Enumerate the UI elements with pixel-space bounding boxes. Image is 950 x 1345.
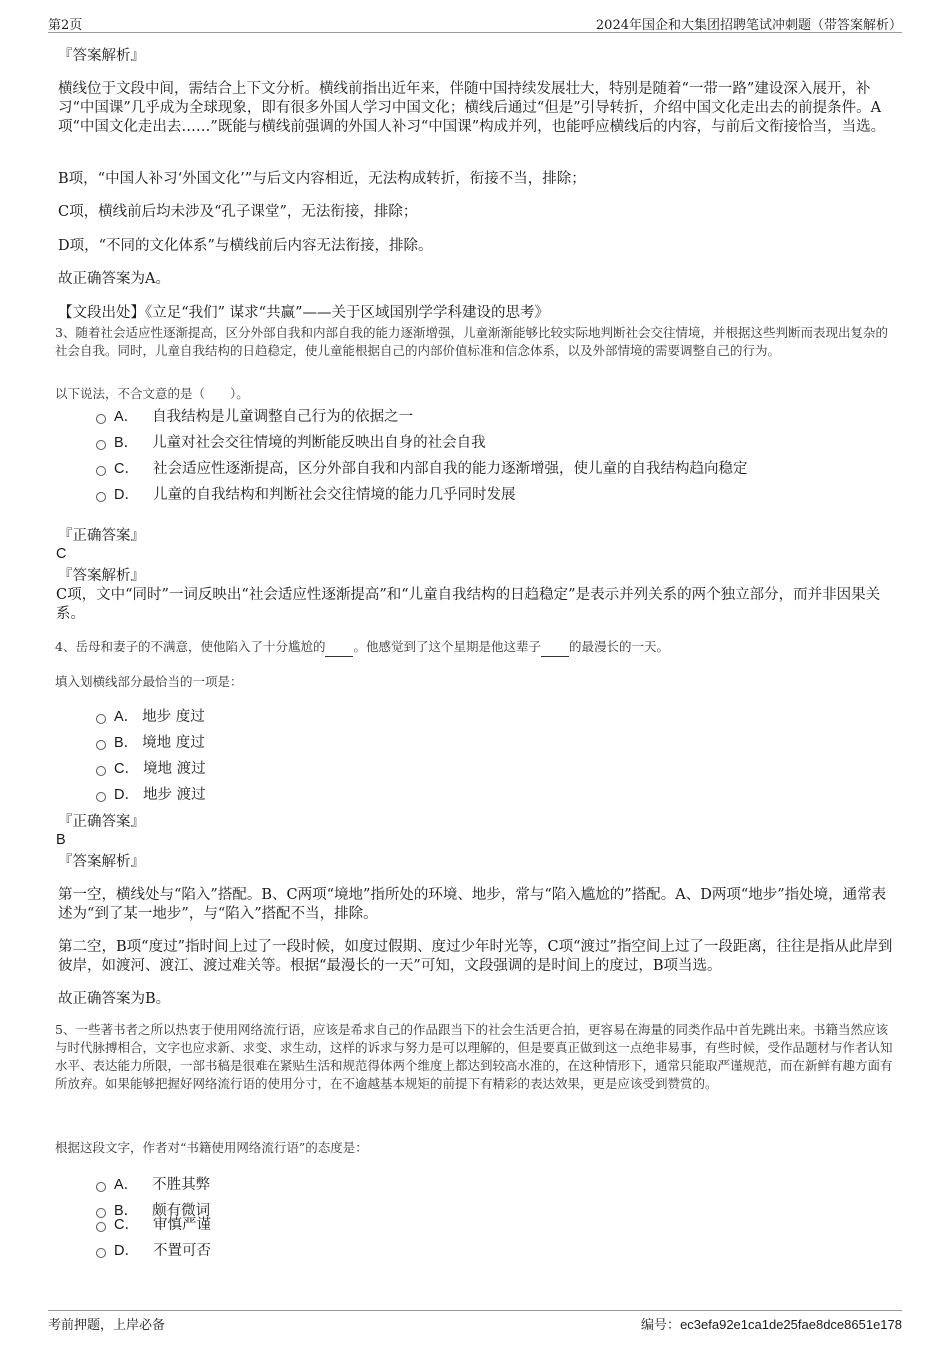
option-text: 地步 度过	[142, 709, 205, 725]
radio-button[interactable]	[96, 414, 106, 424]
option-text: 儿童对社会交往情境的判断能反映出自身的社会自我	[152, 435, 486, 451]
q2-analysis-paragraph-4: D项，“不同的文化体系”与横线前后内容无法衔接，排除。	[58, 238, 433, 254]
option-letter: B．	[114, 735, 139, 751]
footer-slogan: 考前押题，上岸必备	[48, 1318, 166, 1333]
option-letter: B．	[114, 435, 139, 451]
q3-prompt: 以下说法，不合文意的是（ ）。	[55, 386, 249, 401]
option-letter: C．	[114, 461, 139, 477]
document-title: 2024年国企和大集团招聘笔试冲刺题（带答案解析）	[595, 18, 902, 33]
option-text: 不胜其弊	[152, 1177, 211, 1193]
page-number: 第2页	[48, 18, 83, 33]
option-letter: A．	[114, 409, 139, 425]
option-letter: D．	[114, 487, 139, 503]
q4-analysis-conclusion: 故正确答案为B。	[58, 991, 171, 1007]
option-letter: C．	[114, 761, 139, 777]
q5-option-d[interactable]	[96, 1242, 211, 1260]
q2-analysis-tag: 『答案解析』	[58, 48, 145, 64]
option-letter: C．	[114, 1217, 139, 1233]
q3-stem: 3、随着社会适应性逐渐提高，区分外部自我和内部自我的能力逐渐增强，儿童渐渐能够比较实际地判断社会交往情境，并根据这些判断而表现出复杂的社会自我。同时，儿童自我结构的日趋稳定，使儿童能根据自己的内部价值标准和信念体系，以及外部情境的需要调整自己的行为。	[55, 325, 888, 358]
q3-correct-answer: C	[56, 546, 67, 562]
option-text: 审慎严谨	[152, 1217, 211, 1233]
q4-stem	[55, 638, 897, 657]
q4-analysis-paragraph-2: 第二空，B项“度过”指时间上过了一段时候，如度过假期、度过少年时光等，C项“渡过”指空间上过了一段距离，往往是指从此岸到彼岸，如渡河、渡江、渡过难关等。根据“最漫长的一天”可知，文段强调的是时间上的度过，B项当选。	[58, 939, 893, 974]
q4-option-b[interactable]	[96, 734, 205, 752]
q3-option-b[interactable]	[96, 434, 486, 452]
option-letter: A．	[114, 1177, 139, 1193]
q4-analysis-tag: 『答案解析』	[58, 854, 145, 870]
document-id-label: 编号：	[641, 1318, 681, 1333]
radio-button[interactable]	[96, 1182, 106, 1192]
q5-option-a[interactable]	[96, 1176, 210, 1194]
radio-button[interactable]	[96, 466, 106, 476]
radio-button[interactable]	[96, 766, 106, 776]
document-id	[641, 1314, 902, 1333]
option-text: 自我结构是儿童调整自己行为的依据之一	[152, 409, 414, 425]
option-text: 儿童的自我结构和判断社会交往情境的能力几乎同时发展	[152, 487, 516, 503]
q4-option-a[interactable]	[96, 708, 205, 726]
option-letter: A．	[114, 709, 139, 725]
option-text: 社会适应性逐渐提高，区分外部自我和内部自我的能力逐渐增强，使儿童的自我结构趋向稳定	[152, 461, 748, 477]
q4-prompt: 填入划横线部分最恰当的一项是：	[55, 674, 243, 689]
q4-stem-part-1: 4、岳母和妻子的不满意，使他陷入了十分尴尬的	[55, 639, 326, 654]
fill-blank-1	[325, 638, 353, 657]
option-letter: D．	[114, 787, 139, 803]
q3-option-d[interactable]	[96, 486, 515, 504]
page-footer	[48, 1310, 902, 1333]
document-id-code: ec3efa92e1ca1de25fae8dce8651e178	[680, 1317, 902, 1332]
q3-option-a[interactable]	[96, 408, 413, 426]
q4-option-d[interactable]	[96, 786, 206, 804]
radio-button[interactable]	[96, 740, 106, 750]
q2-analysis-paragraph-1: 横线位于文段中间，需结合上下文分析。横线前指出近年来，伴随中国持续发展壮大，特别是随着“一带一路”建设深入展开，补习“中国课”几乎成为全球现象，即有很多外国人学习中国文化；横线后通过“但是”引导转折，介绍中国文化走出去的前提条件。A项“中国文化走出去……”既能与横线前强调的外国人补习“中国课”构成并列，也能呼应横线后的内容，与前后文衔接恰当，当选。	[58, 81, 886, 135]
radio-button[interactable]	[96, 792, 106, 802]
q4-analysis-paragraph-1: 第一空，横线处与“陷入”搭配。B、C两项“境地”指所处的环境、地步，常与“陷入尴尬的”搭配。A、D两项“地步”指处境，通常表述为“到了某一地步”，与“陷入”搭配不当，排除。	[58, 887, 887, 922]
option-text: 颇有微词	[152, 1203, 211, 1219]
option-text: 境地 度过	[142, 735, 205, 751]
option-text: 境地 渡过	[142, 761, 206, 777]
option-text: 不置可否	[152, 1243, 211, 1259]
radio-button[interactable]	[96, 714, 106, 724]
option-letter: B．	[114, 1203, 139, 1219]
q4-stem-part-3: 的最漫长的一天。	[568, 639, 669, 654]
radio-button[interactable]	[96, 492, 106, 502]
radio-button[interactable]	[96, 440, 106, 450]
q3-analysis: C项，文中“同时”一词反映出“社会适应性逐渐提高”和“儿童自我结构的日趋稳定”是表示并列关系的两个独立部分，而并非因果关系。	[56, 587, 881, 622]
option-text: 地步 渡过	[142, 787, 206, 803]
q3-analysis-tag: 『答案解析』	[58, 568, 145, 584]
q4-correct-answer: B	[56, 832, 66, 848]
q4-stem-part-2: 。他感觉到了这个星期是他这辈子	[353, 639, 541, 654]
page-header	[48, 12, 902, 33]
q4-correct-tag: 『正确答案』	[58, 814, 145, 830]
q5-option-c[interactable]	[96, 1216, 211, 1234]
q5-stem: 5、一些著书者之所以热衷于使用网络流行语，应该是希求自己的作品跟当下的社会生活更合拍，更容易在海量的同类作品中首先跳出来。书籍当然应该与时代脉搏相合，文字也应求新、求变、求生动，这样的诉求与努力是可以理解的，但是要真正做到这一点绝非易事，有些时候，受作品题材与作者认知水平、表达能力所限，一部书稿是很难在紧贴生活和规范得体两个维度上都达到较高水准的，在这种情形下，通常只能取严谨规范，而在新鲜有趣方面有所放弃。如果能够把握好网络流行语的使用分寸，在不逾越基本规矩的前提下有精彩的表达效果，更是应该受到赞赏的。	[55, 1022, 893, 1091]
radio-button[interactable]	[96, 1248, 106, 1258]
q3-option-c[interactable]	[96, 460, 747, 478]
q2-analysis-conclusion: 故正确答案为A。	[58, 271, 170, 287]
q2-analysis-paragraph-2: B项，“中国人补习‘外国文化’”与后文内容相近，无法构成转折，衔接不当，排除；	[58, 171, 586, 187]
option-letter: D．	[114, 1243, 139, 1259]
q5-prompt: 根据这段文字，作者对“书籍使用网络流行语”的态度是：	[55, 1140, 368, 1155]
q2-analysis-paragraph-3: C项，横线前后均未涉及“孔子课堂”，无法衔接，排除；	[58, 204, 418, 220]
q2-source: 【文段出处】《立足“我们” 谋求“共赢”——关于区域国别学学科建设的思考》	[58, 305, 550, 321]
q3-correct-tag: 『正确答案』	[58, 528, 145, 544]
fill-blank-2	[541, 638, 569, 657]
radio-button[interactable]	[96, 1222, 106, 1232]
q4-option-c[interactable]	[96, 760, 206, 778]
